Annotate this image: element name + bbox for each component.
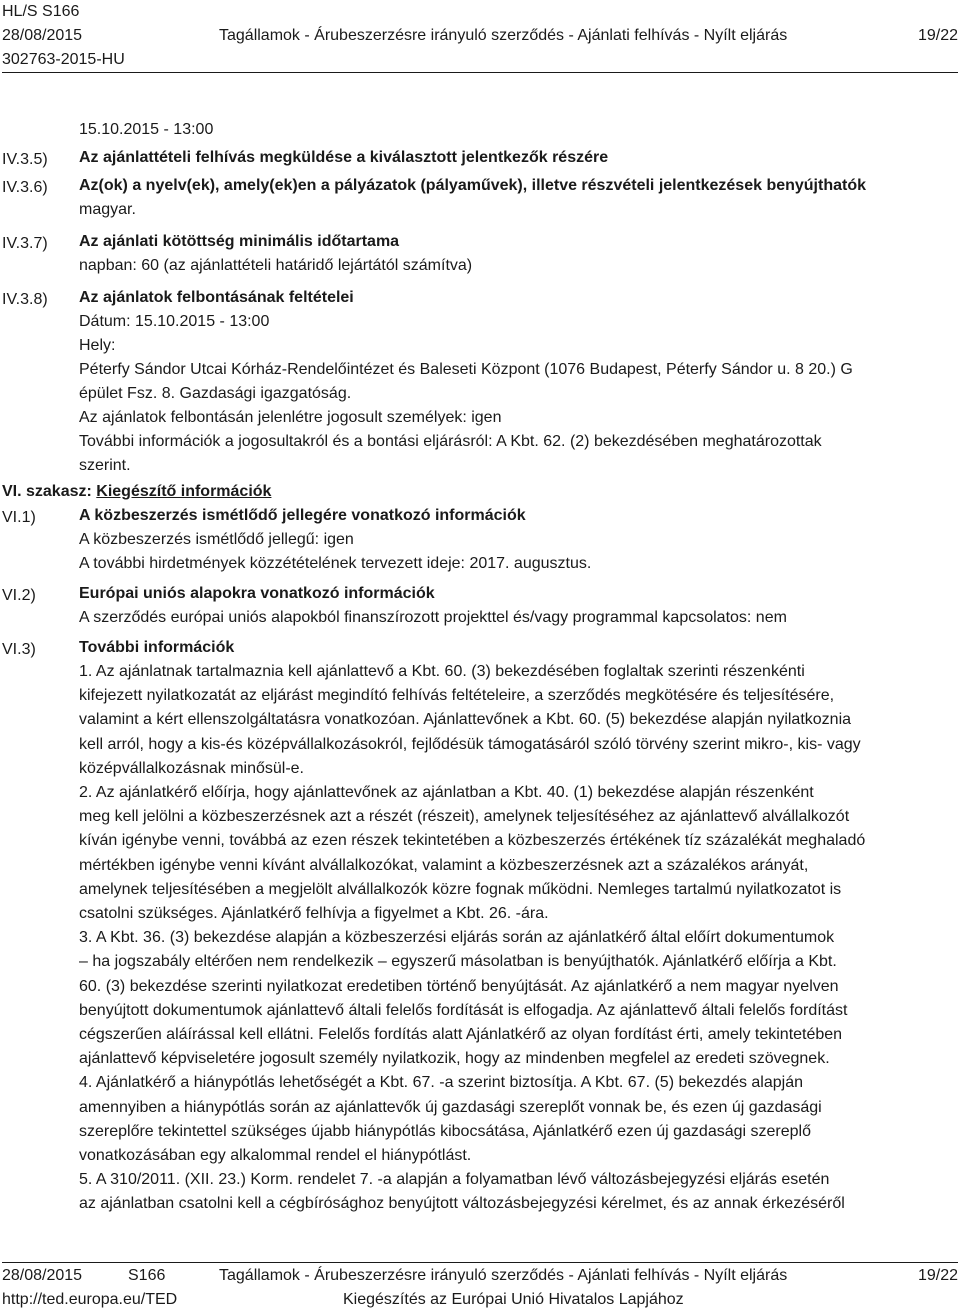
item-number: IV.3.6): [2, 179, 48, 196]
doc-series: HL/S S166: [2, 3, 80, 20]
info-line: kíván igénybe venni, továbbá az ezen részek tekintetében a közbeszerzés értékének tíz százalékát meghaladó: [79, 832, 866, 850]
item-value: napban: 60 (az ajánlattételi határidő lejártától számítva): [79, 257, 473, 274]
item-title: A közbeszerzés ismétlődő jellegére vonatkozó információk: [79, 507, 526, 524]
header-line-2: [2, 24, 958, 48]
document-body: [0, 118, 960, 1217]
section-item-iv-3-5: [0, 146, 960, 170]
item-line: A közbeszerzés ismétlődő jellegű: igen: [79, 531, 354, 548]
carry-over-date: 15.10.2015 - 13:00: [79, 121, 214, 138]
opening-place-line: épület Fsz. 8. Gazdasági igazgatóság.: [79, 385, 352, 402]
item-title: Európai uniós alapokra vonatkozó információk: [79, 585, 435, 602]
item-title: Az ajánlatok felbontásának feltételei: [79, 289, 354, 306]
info-line: 5. A 310/2011. (XII. 23.) Korm. rendelet 7. -a alapján a folyamatban lévő változásbejegyzési eljárás esetén: [79, 1171, 830, 1189]
info-line: csatolni szükséges. Ajánlatkérő felhívja a figyelmet a Kbt. 26. -ára.: [79, 905, 549, 923]
item-number: IV.3.8): [2, 291, 48, 308]
item-number: VI.2): [2, 587, 36, 604]
section-item-iv-3-6: [0, 174, 960, 222]
footer-line-1: [2, 1264, 958, 1288]
footer-page-number: 19/22: [917, 1267, 958, 1284]
footer-line-2: [2, 1288, 958, 1312]
item-number: IV.3.5): [2, 151, 48, 168]
item-title: Az(ok) a nyelv(ek), amely(ek)en a pályázatok (pályaművek), illetve részvételi jelentkezések benyújthatók: [79, 177, 866, 194]
info-line: 2. Az ajánlatkérő előírja, hogy ajánlattevőnek az ajánlatban a Kbt. 40. (1) bekezdése alapján részenként: [79, 784, 814, 802]
info-line: valamint a kért ellenszolgáltatásra vonatkozóan. Ajánlattevőnek a Kbt. 60. (5) bekezdése alapján nyilatkoznia: [79, 711, 852, 729]
header-date: 28/08/2015: [2, 27, 83, 44]
footer-divider: [2, 1262, 958, 1263]
footer-series: S166: [128, 1267, 166, 1284]
item-value: magyar.: [79, 201, 136, 218]
header-line-3: [2, 48, 958, 72]
footer-date: 28/08/2015: [2, 1267, 83, 1284]
info-line: amelynek teljesítésében a megjelölt alvállalkozók közre fognak működni. Nemleges tartalmú nyilatkozatot is: [79, 880, 842, 898]
info-line: az ajánlatban csatolni kell a cégbírósághoz benyújtott változásbejegyzési kérelmet, és az annak érkezéséről: [79, 1195, 845, 1213]
section-item-iv-3-7: [0, 230, 960, 278]
section-item-vi-2: [0, 582, 960, 630]
info-line: 1. Az ajánlatnak tartalmaznia kell ajánlattevő a Kbt. 60. (3) bekezdésében foglaltak szerinti részenkénti: [79, 663, 805, 680]
item-line: A szerződés európai uniós alapokból finanszírozott projekttel és/vagy programmal kapcsolatos: nem: [79, 609, 787, 626]
info-line: – ha jogszabály eltérően nem rendelkezik – egyszerű másolatban is benyújthatók. Ajánlatkérő előírja a Kbt.: [79, 953, 837, 971]
info-line: ajánlattevő képviseletére jogosult személy nyilatkozik, hogy az mindenben megfelel az eredeti szövegnek.: [79, 1050, 830, 1068]
opening-place-label: Hely:: [79, 337, 116, 354]
info-line: szereplőre tekintettel szükséges újabb hiánypótlás kibocsátása, Ajánlatkérő ezen új gazdasági szereplő: [79, 1122, 811, 1140]
section-item-iv-3-8: [0, 286, 960, 478]
item-line: A további hirdetmények közzétételének tervezett ideje: 2017. augusztus.: [79, 555, 592, 572]
info-line: 3. A Kbt. 36. (3) bekezdése alapján a közbeszerzési eljárás során az ajánlatkérő által előírt dokumentumok: [79, 929, 835, 947]
info-line: kell arról, hogy a kis-és középvállalkozásokról, fejlődésük támogatásáról szóló törvény szerint mikro-, kis- vagy: [79, 735, 861, 753]
info-line: mértékben igénybe venni kívánt alvállalkozókat, valamint a közbeszerzésnek azt a százalékos arányát,: [79, 856, 809, 874]
additional-info-line: További információk a jogosultakról és a bontási eljárásról: A Kbt. 62. (2) bekezdésében meghatározottak: [79, 433, 822, 450]
info-line: kifejezett nyilatkozatát az eljárást megindító felhívás feltételeire, a szerződés megkötésére és teljesítésére,: [79, 687, 835, 705]
section-prefix: VI. szakasz:: [2, 483, 92, 500]
section-item-vi-1: [0, 504, 960, 576]
header-page-number: 19/22: [917, 27, 958, 44]
section-title: Kiegészítő információk: [96, 483, 272, 500]
page-footer: [2, 1262, 958, 1311]
footer-title: Tagállamok - Árubeszerzésre irányuló szerződés - Ajánlati felhívás - Nyílt eljárás: [219, 1267, 788, 1284]
doc-number: 302763-2015-HU: [2, 51, 125, 68]
section-heading-vi: [2, 480, 960, 504]
section-item-vi-3: [0, 636, 960, 1217]
info-line: cégszerűen aláírással kell ellátni. Felelős fordítás alatt Ajánlatkérő az olyan fordítást érti, amely tekintetében: [79, 1026, 843, 1044]
info-line: meg kell jelölni a közbeszerzésnek azt a részét (részeit), amelynek teljesítéséhez az ajánlattevő alvállalkozót: [79, 808, 850, 826]
header-line-1: [2, 0, 958, 24]
info-line: benyújtott dokumentumok ajánlattevő általi felelős fordítását is elfogadja. Az ajánlattevő általi felelős fordítást: [79, 1001, 848, 1019]
item-title: További információk: [79, 639, 235, 656]
item-title: Az ajánlati kötöttség minimális időtartama: [79, 233, 400, 250]
info-line: középvállalkozásnak minősül-e.: [79, 759, 304, 777]
carry-over-date-row: [0, 118, 960, 142]
info-line: 4. Ajánlatkérő a hiánypótlás lehetőségét a Kbt. 67. -a szerint biztosítja. A Kbt. 67. (5) bekezdés alapján: [79, 1074, 804, 1092]
additional-info-line: szerint.: [79, 457, 131, 474]
opening-date: Dátum: 15.10.2015 - 13:00: [79, 313, 270, 330]
header-divider: [2, 72, 958, 73]
opening-place-line: Péterfy Sándor Utcai Kórház-Rendelőintézet és Baleseti Központ (1076 Budapest, Péterfy Sándor u. 8 20.) G: [79, 361, 853, 378]
footer-publisher: Kiegészítés az Európai Unió Hivatalos Lapjához: [343, 1291, 684, 1308]
item-number: VI.3): [2, 641, 36, 658]
item-title: Az ajánlattételi felhívás megküldése a kiválasztott jelentkezők részére: [79, 149, 609, 166]
info-line: vonatkozásában egy alkalommal rendel el hiánypótlást.: [79, 1147, 472, 1165]
ted-link[interactable]: http://ted.europa.eu/TED: [2, 1291, 178, 1308]
info-line: amennyiben a hiánypótlás során az ajánlattevők új gazdasági szereplőt vonnak be, és ezen új gazdasági: [79, 1098, 822, 1116]
info-line: 60. (3) bekezdése szerinti nyilatkozat eredetiben történő benyújtását. Az ajánlatkérő a nem magyar nyelven: [79, 977, 839, 995]
header-title: Tagállamok - Árubeszerzésre irányuló szerződés - Ajánlati felhívás - Nyílt eljárás: [219, 27, 788, 44]
item-number: VI.1): [2, 509, 36, 526]
attendance-info: Az ajánlatok felbontásán jelenlétre jogosult személyek: igen: [79, 409, 502, 426]
item-number: IV.3.7): [2, 235, 48, 252]
page-header: [2, 0, 958, 74]
